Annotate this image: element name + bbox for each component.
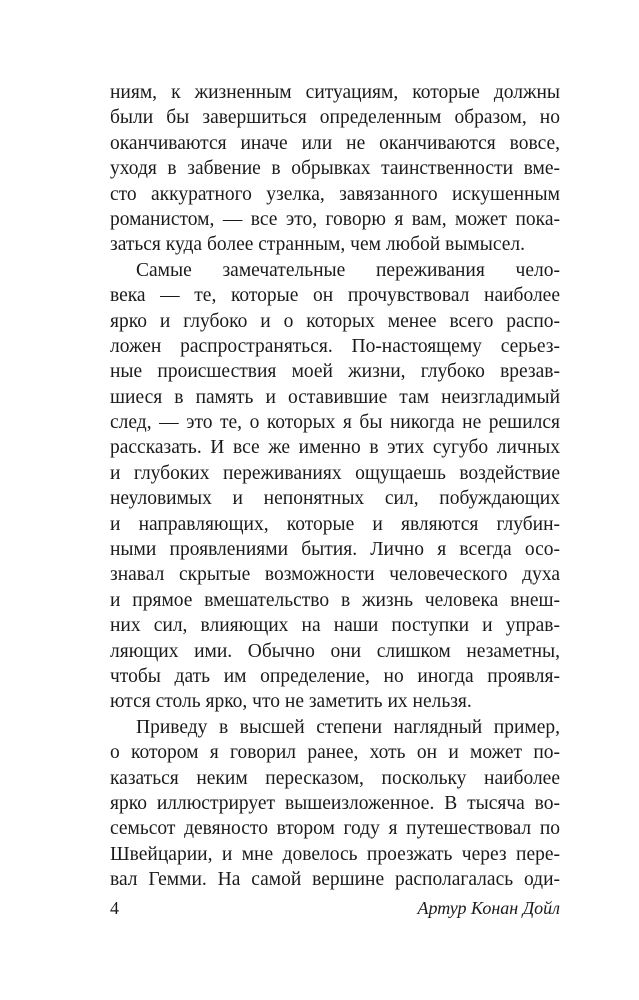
text-line: чтобы дать им определение, но иногда проявля- [110, 665, 560, 687]
text-line: казаться неким пересказом, поскольку наиболее [110, 767, 560, 789]
text-line: романистом, — все это, говорю я вам, может пока- [110, 208, 560, 230]
text-line: ярко и глубоко и о которых менее всего распо- [110, 310, 560, 332]
page-footer [110, 895, 560, 921]
text-line: сто аккуратного узелка, завязанного искушенным [110, 183, 560, 205]
text-line: и глубоких переживаниях ощущаешь воздействие [110, 462, 560, 484]
text-line: ложен распространяться. По-настоящему серьез- [110, 335, 560, 357]
text-line: ные происшествия моей жизни, глубоко врезав- [110, 361, 560, 383]
text-line: знавал скрытые возможности человеческого духа [110, 564, 560, 586]
text-line: рассказать. И все же именно в этих сугубо личных [110, 437, 560, 459]
text-line: неуловимых и непонятных сил, побуждающих [110, 488, 560, 510]
text-line: Самые замечательные переживания чело- [136, 259, 560, 281]
text-line: шиеся в память и оставившие там неизгладимый [110, 386, 560, 408]
text-line: семьсот девяносто втором году я путешествовал по [110, 818, 560, 840]
text-line: ются столь ярко, что не заметить их нельзя. [110, 691, 472, 713]
text-line: ляющих ими. Обычно они слишком незаметны, [110, 640, 560, 662]
text-line: и прямое вмешательство в жизнь человека внеш- [110, 589, 560, 611]
text-line: Приведу в высшей степени наглядный пример, [136, 716, 560, 738]
text-line: ниям, к жизненным ситуациям, которые должны [110, 82, 560, 103]
text-line: заться куда более странным, чем любой вымысел. [110, 234, 526, 256]
text-line: оканчиваются иначе или не оканчиваются вовсе, [110, 132, 560, 154]
text-line: века — те, которые он прочувствовал наиболее [110, 285, 560, 307]
text-line: ярко иллюстрирует вышеизложенное. В тысяча во- [110, 792, 560, 814]
text-line: вал Гемми. На самой вершине располагалась оди- [110, 869, 560, 891]
text-line: Швейцарии, и мне довелось проезжать через пере- [110, 843, 560, 865]
running-footer-author: Артур Конан Дойл [417, 898, 560, 918]
text-line: и направляющих, которые и являются глубин- [110, 513, 560, 535]
text-line: след, — это те, о которых я бы никогда не решился [110, 412, 560, 434]
text-line: них сил, влияющих на наши поступки и управ- [110, 615, 560, 637]
text-line: ными проявлениями бытия. Лично я всегда осо- [110, 539, 560, 561]
text-line: были бы завершиться определенным образом, но [110, 107, 560, 129]
page-number: 4 [110, 898, 119, 918]
text-line: уходя в забвение в обрывках таинственности вме- [110, 158, 560, 180]
body-text [110, 80, 560, 893]
text-line: о котором я говорил ранее, хоть он и может по- [110, 742, 560, 764]
